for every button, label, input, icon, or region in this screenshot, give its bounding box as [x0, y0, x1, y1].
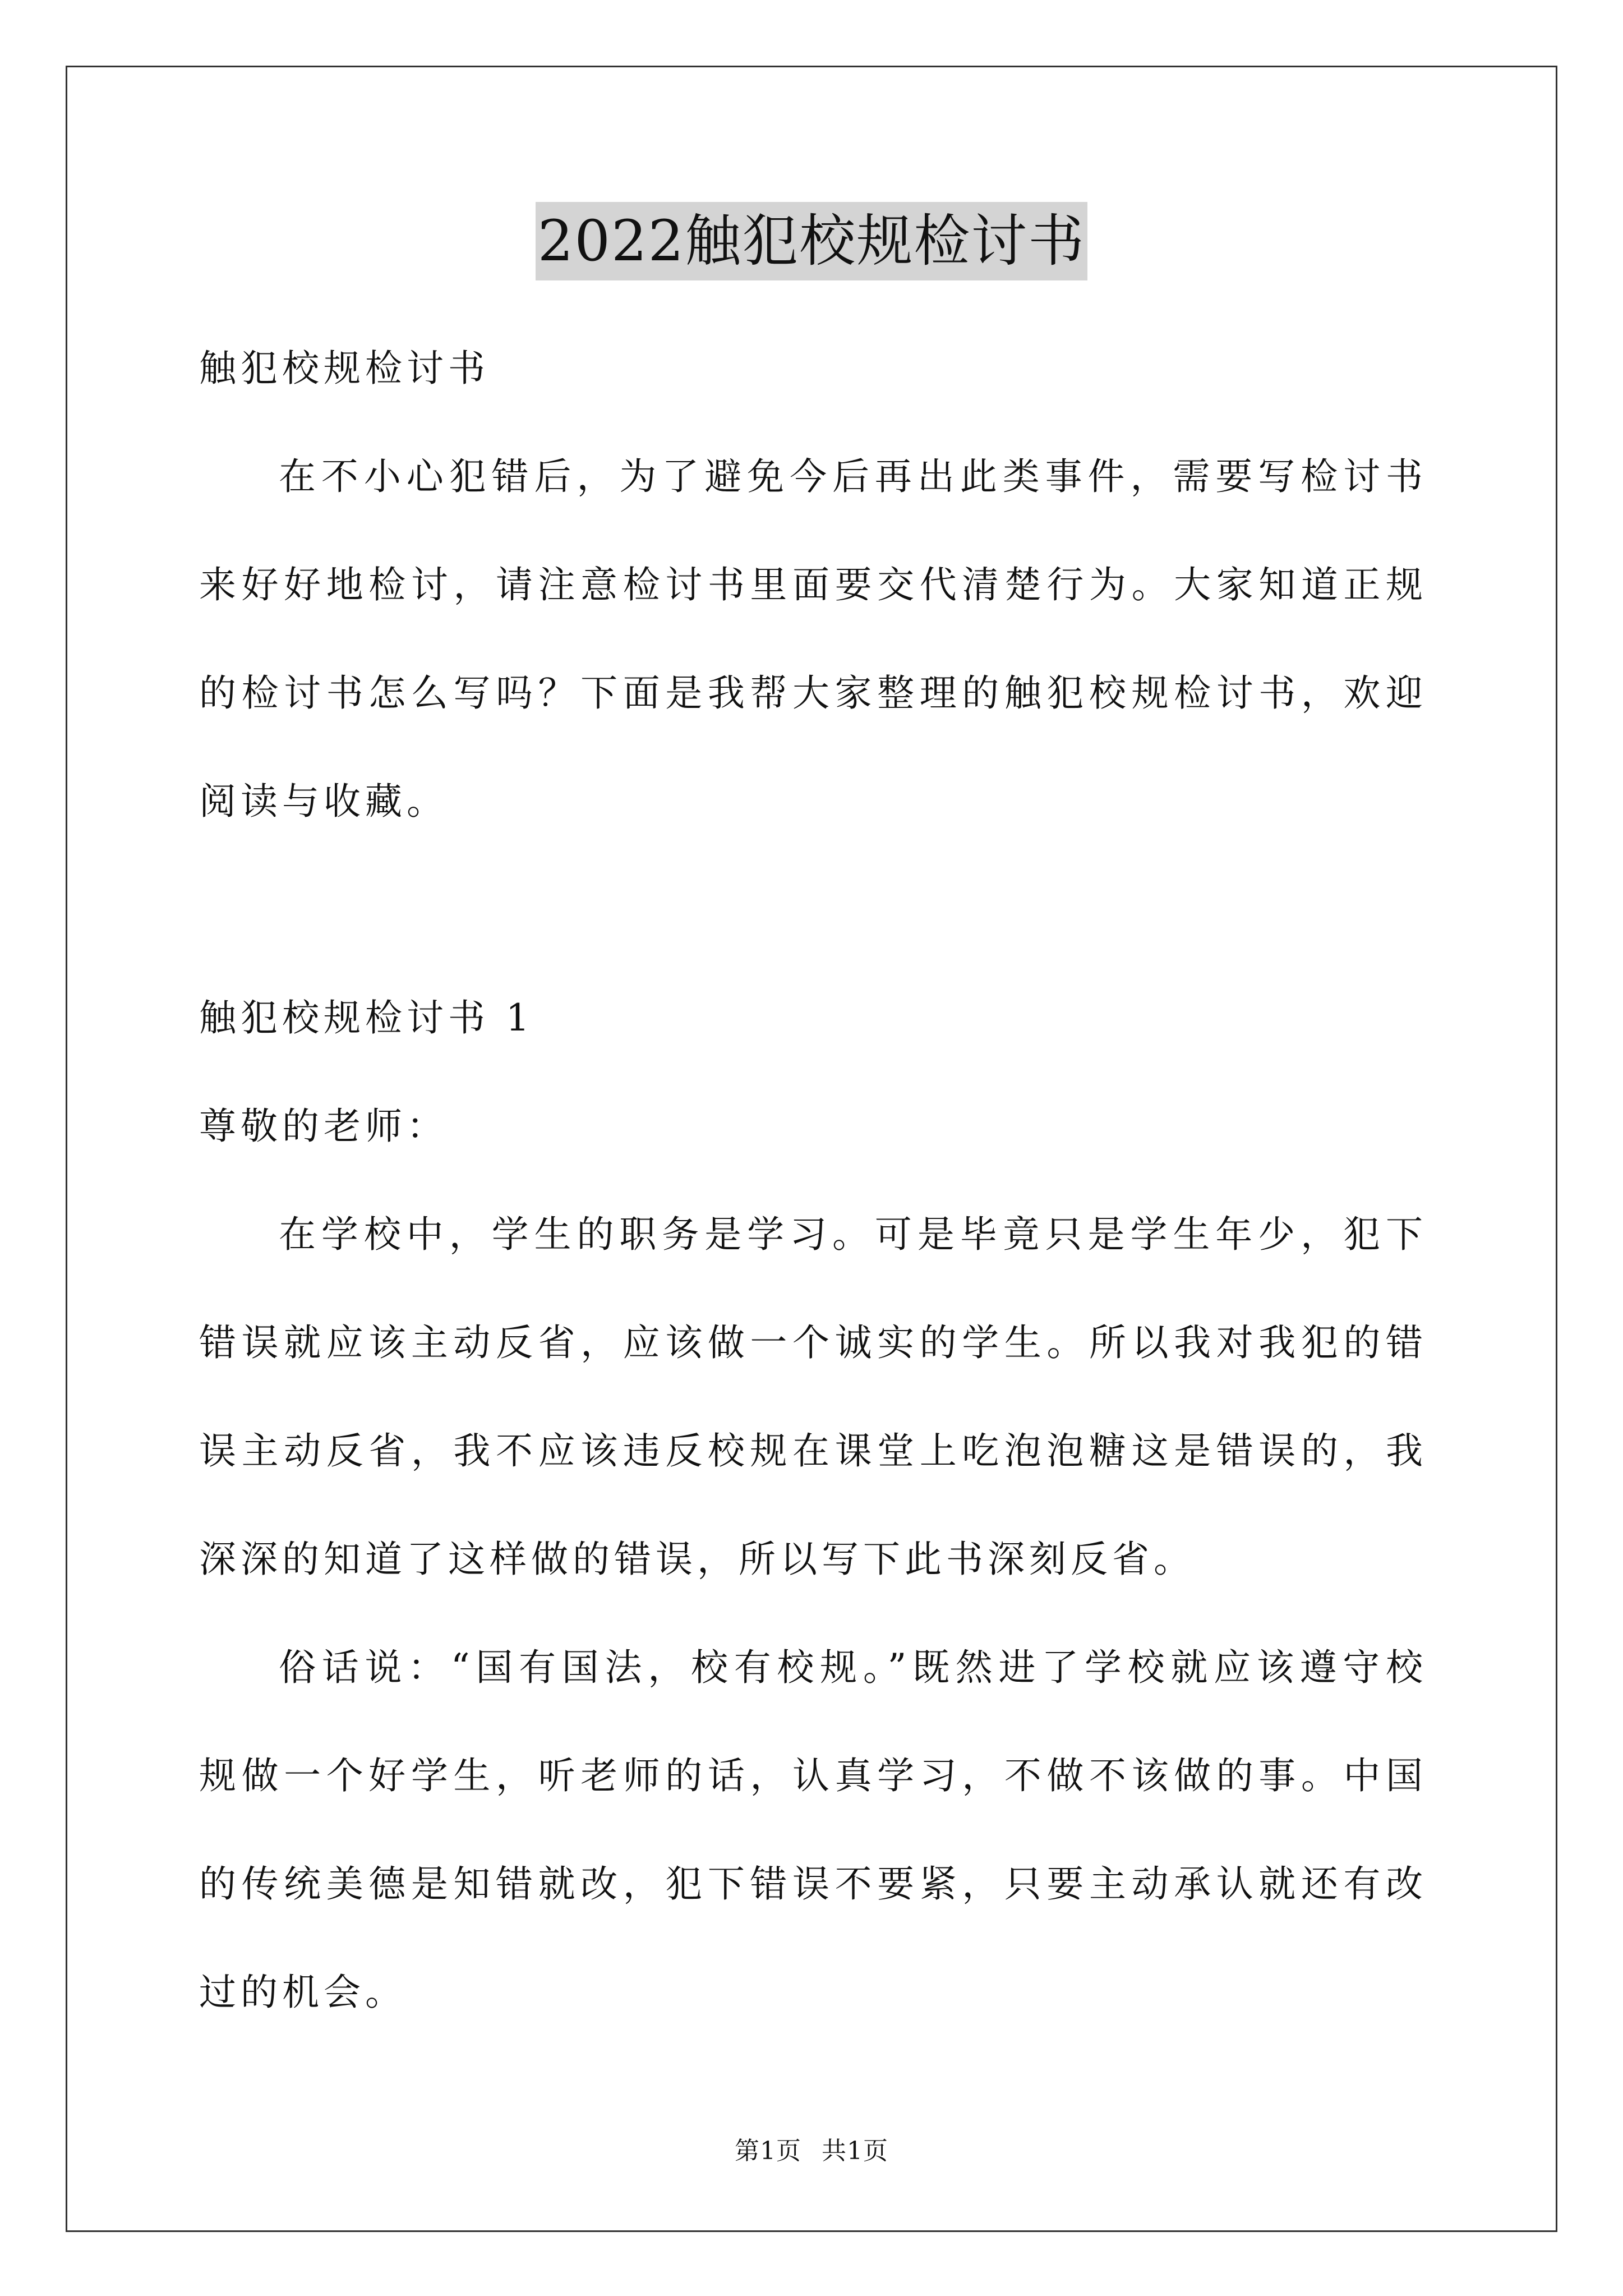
page-total: 共1页 — [822, 2137, 888, 2165]
body-paragraph-1: 在学校中，学生的职务是学习。可是毕竟只是学生年少，犯下错误就应该主动反省，应该做一个诚实的学生。所以我对我犯的错误主动反省，我不应该违反校规在课堂上吃泡泡糖这是错误的，我深深的知道了这样做的错误，所以写下此书深刻反省。 — [199, 1213, 1427, 1581]
section-heading: 触犯校规检讨书 1 — [199, 996, 534, 1039]
salutation: 尊敬的老师： — [199, 1105, 448, 1148]
title-container — [0, 202, 1623, 280]
page-number: 第1页 — [735, 2137, 801, 2165]
document-title: 2022触犯校规检讨书 — [536, 202, 1088, 280]
paragraph-gap — [199, 855, 1427, 964]
subtitle-paragraph: 触犯校规检讨书 — [199, 347, 490, 390]
body-paragraph-2: 俗话说：“国有国法，校有校规。”既然进了学校就应该遵守校规做一个好学生，听老师的话，认真学习，不做不该做的事。中国的传统美德是知错就改，犯下错误不要紧，只要主动承认就还有改过的机会。 — [199, 1646, 1427, 2014]
document-body — [199, 314, 1427, 2046]
intro-paragraph: 在不小心犯错后，为了避免今后再出此类事件，需要写检讨书来好好地检讨，请注意检讨书里面要交代清楚行为。大家知道正规的检讨书怎么写吗？下面是我帮大家整理的触犯校规检讨书，欢迎阅读与收藏。 — [199, 455, 1427, 823]
page-footer — [0, 2134, 1623, 2168]
